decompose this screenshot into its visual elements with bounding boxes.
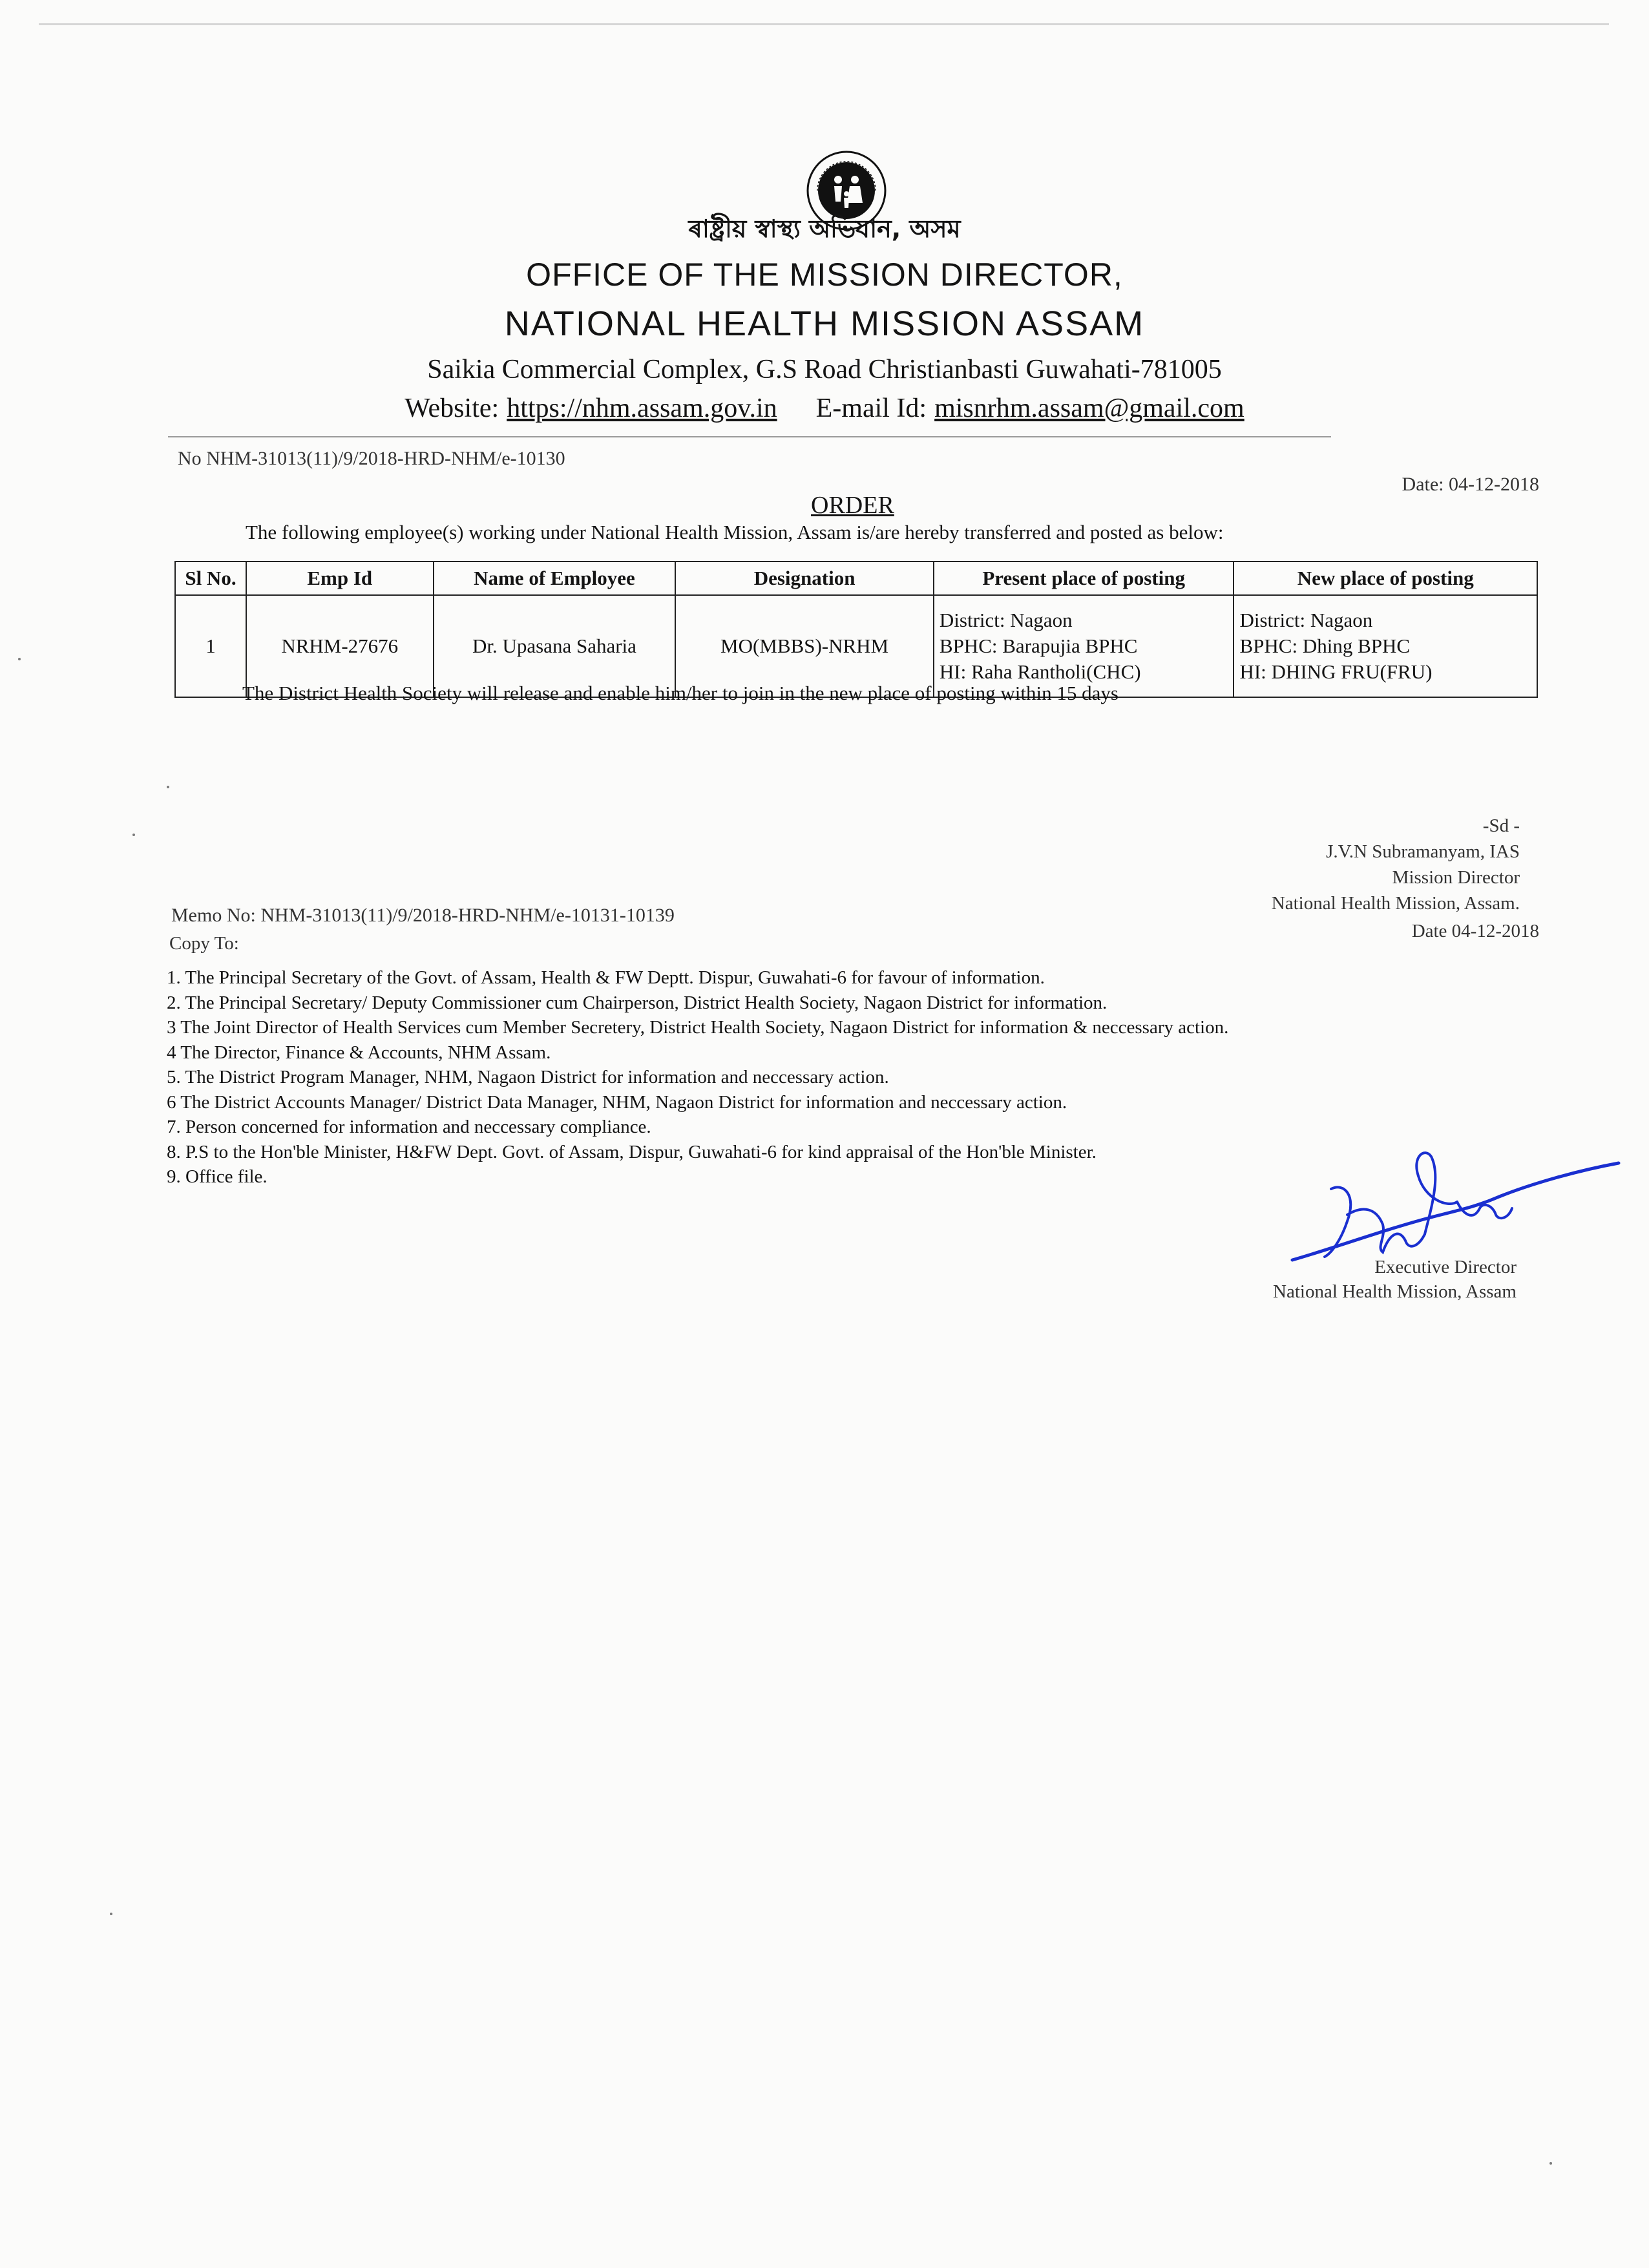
column-header: New place of posting: [1234, 562, 1537, 595]
list-item: 2. The Principal Secretary/ Deputy Commissioner cum Chairperson, District Health Society, Nagaon District for information.: [167, 992, 1108, 1013]
list-item: 1. The Principal Secretary of the Govt. of Assam, Health & FW Deptt. Dispur, Guwahati-6 for favour of information.: [167, 967, 1045, 988]
list-item: 9. Office file.: [167, 1166, 268, 1187]
new-district: District: Nagaon: [1239, 609, 1373, 631]
new-posting-cell: [1234, 595, 1537, 697]
email-link[interactable]: misnrhm.assam@gmail.com: [934, 394, 1245, 423]
header-divider: [168, 436, 1331, 437]
executive-org: National Health Mission, Assam: [1273, 1281, 1517, 1302]
list-item: 5. The District Program Manager, NHM, Nagaon District for information and neccessary action.: [167, 1067, 889, 1087]
column-header: Name of Employee: [434, 562, 676, 595]
sl-no-cell: 1: [175, 595, 246, 697]
employee-name-cell: Dr. Upasana Saharia: [434, 595, 676, 697]
office-heading: OFFICE OF THE MISSION DIRECTOR,: [526, 257, 1123, 293]
office-address: Saikia Commercial Complex, G.S Road Christianbasti Guwahati-781005: [427, 355, 1222, 384]
order-intro: The following employee(s) working under National Health Mission, Assam is/are hereby transferred and posted as below:: [246, 521, 1224, 543]
order-title: ORDER: [811, 492, 894, 519]
table-header-row: [175, 562, 1537, 595]
contact-line: [0, 393, 1649, 424]
copy-to-label: Copy To:: [169, 933, 239, 954]
mission-director-signature-block: [1272, 813, 1520, 916]
present-institution: HI: Raha Rantholi(CHC): [939, 660, 1141, 683]
scan-speck: [18, 658, 21, 660]
release-note: The District Health Society will release and enable him/her to join in the new place of posting within 15 days: [242, 682, 1119, 704]
present-bphc: BPHC: Barapujia BPHC: [939, 635, 1138, 657]
memo-date: Date 04-12-2018: [1411, 921, 1539, 941]
transfer-table: [174, 561, 1538, 698]
list-item: 6 The District Accounts Manager/ District Data Manager, NHM, Nagaon District for information and neccessary action.: [167, 1091, 1067, 1113]
scan-speck: [1549, 2162, 1552, 2165]
scan-speck: [132, 834, 135, 836]
signatory-org: National Health Mission, Assam.: [1271, 893, 1520, 914]
scan-speck: [167, 786, 169, 788]
list-item: 3 The Joint Director of Health Services cum Member Secretery, District Health Society, Nagaon District for information & neccessary action.: [167, 1017, 1229, 1038]
new-bphc: BPHC: Dhing BPHC: [1239, 635, 1411, 657]
list-item: 8. P.S to the Hon'ble Minister, H&FW Dept. Govt. of Assam, Dispur, Guwahati-6 for kind appraisal of the Hon'ble Minister.: [167, 1141, 1097, 1162]
assamese-title: ৰাষ্ট্ৰীয় স্বাস্থ্য অভিযান, অসম: [688, 215, 961, 243]
organization-heading: NATIONAL HEALTH MISSION ASSAM: [504, 304, 1145, 343]
signatory-name: J.V.N Subramanyam, IAS: [1326, 841, 1520, 862]
website-label: Website:: [404, 394, 499, 423]
executive-director-block: [1273, 1255, 1517, 1304]
order-date: Date: 04-12-2018: [1402, 474, 1539, 495]
new-institution: HI: DHING FRU(FRU): [1239, 660, 1433, 683]
website-link[interactable]: https://nhm.assam.gov.in: [507, 394, 777, 423]
column-header: Designation: [675, 562, 934, 595]
designation-cell: MO(MBBS)-NRHM: [675, 595, 934, 697]
list-item: 7. Person concerned for information and neccessary compliance.: [167, 1117, 651, 1137]
email-label: E-mail Id:: [815, 394, 927, 423]
sd-mark: -Sd -: [1482, 815, 1520, 836]
emp-id-cell: NRHM-27676: [246, 595, 434, 697]
signatory-title: Mission Director: [1392, 867, 1520, 888]
scan-speck: [110, 1913, 112, 1915]
column-header: Emp Id: [246, 562, 434, 595]
scan-edge-line: [39, 23, 1609, 25]
column-header: Present place of posting: [934, 562, 1234, 595]
order-reference-number: No NHM-31013(11)/9/2018-HRD-NHM/e-10130: [178, 448, 565, 469]
column-header: Sl No.: [175, 562, 246, 595]
list-item: 4 The Director, Finance & Accounts, NHM Assam.: [167, 1042, 551, 1063]
copy-to-list: [167, 965, 1228, 1190]
memo-number: Memo No: NHM-31013(11)/9/2018-HRD-NHM/e-10131-10139: [171, 905, 675, 926]
executive-title: Executive Director: [1374, 1257, 1517, 1277]
present-district: District: Nagaon: [939, 609, 1073, 631]
handwritten-signature: [1286, 1144, 1622, 1273]
